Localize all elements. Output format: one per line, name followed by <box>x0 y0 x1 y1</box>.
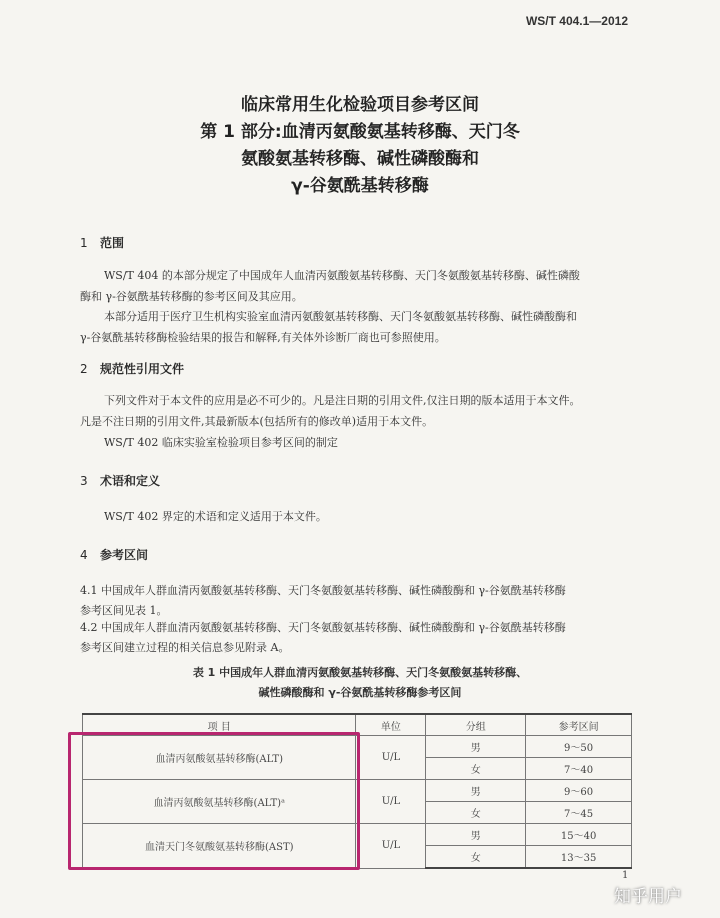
section-number: 4 <box>80 548 88 562</box>
clause-4-2-line-b: 参考区间建立过程的相关信息参见附录 A。 <box>80 641 290 654</box>
header-group: 分组 <box>426 714 526 736</box>
header-range: 参考区间 <box>526 714 632 736</box>
section-1-heading <box>80 234 124 251</box>
group-female: 女 <box>426 802 526 824</box>
section-title: 参考区间 <box>100 548 149 562</box>
range-value: 15～40 <box>526 824 632 846</box>
section-number: 3 <box>80 474 88 488</box>
section-2-para-1a: 下列文件对于本文件的应用是必不可少的。凡是注日期的引用文件,仅注日期的版本适用于本文件。 <box>104 394 581 407</box>
clause-4-1-line-b: 参考区间见表 1。 <box>80 604 168 617</box>
section-number: 2 <box>80 362 88 376</box>
clause-4-2-line-a: 4.2 中国成年人群血清丙氨酸氨基转移酶、天门冬氨酸氨基转移酶、碱性磷酸酶和 γ-谷氨酰基转移酶 <box>80 621 566 634</box>
group-male: 男 <box>426 824 526 846</box>
range-value: 9～50 <box>526 736 632 758</box>
header-item: 项 目 <box>83 714 356 736</box>
title-line-4: γ-谷氨酰基转移酶 <box>291 176 429 196</box>
clause-4-1-line-a: 4.1 中国成年人群血清丙氨酸氨基转移酶、天门冬氨酸氨基转移酶、碱性磷酸酶和 γ-谷氨酰基转移酶 <box>80 584 566 597</box>
item-name: 血清天门冬氨酸氨基转移酶(AST) <box>83 824 356 869</box>
title-line-3: 氨酸氨基转移酶、碱性磷酸酶和 <box>241 149 479 169</box>
unit: U/L <box>356 780 426 824</box>
unit: U/L <box>356 824 426 869</box>
section-2-heading <box>80 360 184 377</box>
table-caption-line-2: 碱性磷酸酶和 γ-谷氨酰基转移酶参考区间 <box>258 686 462 699</box>
standard-code: WS/T 404.1—2012 <box>525 14 628 28</box>
section-4-heading <box>80 546 148 563</box>
section-1-para-2a: 本部分适用于医疗卫生机构实验室血清丙氨酸氨基转移酶、天门冬氨酸氨基转移酶、碱性磷酸酶和 <box>104 310 577 323</box>
header-unit: 单位 <box>356 714 426 736</box>
section-3-heading <box>80 472 160 489</box>
group-male: 男 <box>426 736 526 758</box>
section-number: 1 <box>80 236 88 250</box>
title-line-2: 第 1 部分:血清丙氨酸氨基转移酶、天门冬 <box>200 122 520 142</box>
range-value: 9～60 <box>526 780 632 802</box>
section-1-para-1a: WS/T 404 的本部分规定了中国成年人血清丙氨酸氨基转移酶、天门冬氨酸氨基转移酶、碱性磷酸 <box>104 269 580 282</box>
unit: U/L <box>356 736 426 780</box>
section-3-para-1: WS/T 402 界定的术语和定义适用于本文件。 <box>104 510 327 523</box>
section-title: 规范性引用文件 <box>100 362 185 376</box>
group-female: 女 <box>426 846 526 869</box>
watermark: 知乎用户 <box>614 887 682 907</box>
item-name: 血清丙氨酸氨基转移酶(ALT)ᵃ <box>83 780 356 824</box>
range-value: 7～40 <box>526 758 632 780</box>
title-line-1: 临床常用生化检验项目参考区间 <box>241 95 479 115</box>
range-value: 7～45 <box>526 802 632 824</box>
section-1-para-2b: γ-谷氨酰基转移酶检验结果的报告和解释,有关体外诊断厂商也可参照使用。 <box>80 331 446 344</box>
section-1-para-1b: 酶和 γ-谷氨酰基转移酶的参考区间及其应用。 <box>80 290 303 303</box>
section-title: 术语和定义 <box>100 474 161 488</box>
section-2-para-2: WS/T 402 临床实验室检验项目参考区间的制定 <box>104 436 338 449</box>
highlight-box <box>68 732 360 870</box>
section-title: 范围 <box>100 236 125 250</box>
table-caption-line-1: 表 1 中国成年人群血清丙氨酸氨基转移酶、天门冬氨酸氨基转移酶、 <box>192 666 528 679</box>
group-female: 女 <box>426 758 526 780</box>
section-2-para-1b: 凡是不注日期的引用文件,其最新版本(包括所有的修改单)适用于本文件。 <box>80 415 434 428</box>
range-value: 13～35 <box>526 846 632 869</box>
page-number: 1 <box>622 870 629 881</box>
group-male: 男 <box>426 780 526 802</box>
item-name: 血清丙氨酸氨基转移酶(ALT) <box>83 736 356 780</box>
